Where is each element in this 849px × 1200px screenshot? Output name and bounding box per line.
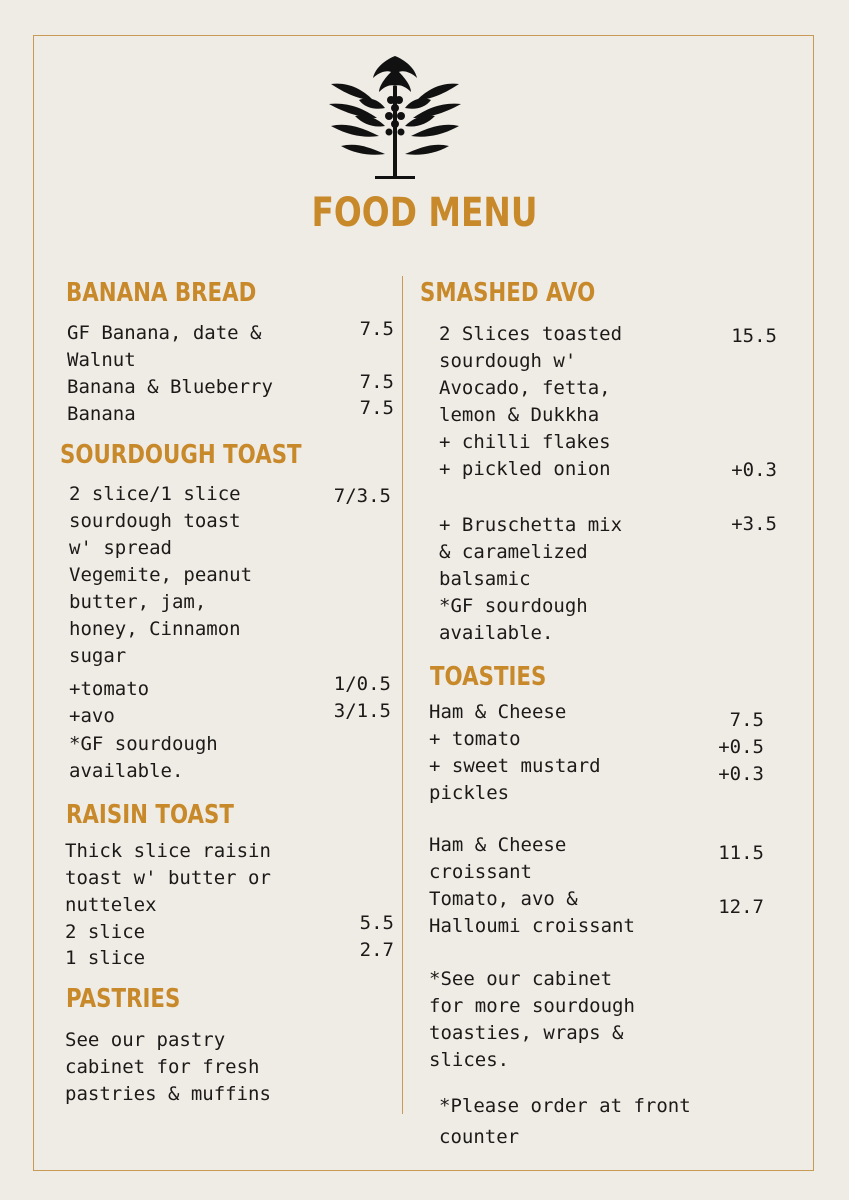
raisin-toast-heading: RAISIN TOAST [66,800,234,830]
sourdough-tomato-price: 1/0.5 [333,673,391,695]
banana-bread-item2: Banana & Blueberry [67,376,273,398]
column-divider [402,276,403,1114]
raisin-two-slice-price: 5.5 [359,912,394,934]
smashed-avo-price: 15.5 [731,325,777,347]
bruschetta-price: +3.5 [731,513,777,535]
smashed-avo-desc: 2 Slices toasted sourdough w' Avocado, fetta, lemon & Dukkha + chilli flakes + pickled onion [439,323,623,480]
sourdough-avo-price: 3/1.5 [333,700,391,722]
banana-bread-item2-price: 7.5 [359,371,394,393]
menu-title: FOOD MENU [311,190,538,236]
croissant-desc: Ham & Cheese croissant Tomato, avo & Halloumi croissant [429,834,635,937]
tree-logo [329,56,461,180]
sourdough-toast-price: 7/3.5 [333,485,391,507]
banana-bread-item3-price: 7.5 [359,397,394,419]
cabinet-note: *See our cabinet for more sourdough toasties, wraps & slices. [429,968,635,1071]
pickled-onion-price: +0.3 [731,459,777,481]
toasties-desc: Ham & Cheese + tomato + sweet mustard pickles [429,701,601,804]
sourdough-toast-heading: SOURDOUGH TOAST [60,440,302,470]
raisin-one-slice-price: 2.7 [359,939,394,961]
smashed-avo-heading: SMASHED AVO [420,278,596,308]
toasties-heading: TOASTIES [430,662,547,692]
banana-bread-heading: BANANA BREAD [66,278,257,308]
sourdough-avo-addon: +avo [69,705,115,727]
banana-bread-item1-line1: GF Banana, date & [67,322,262,344]
raisin-toast-desc: Thick slice raisin toast w' butter or nuttelex [65,840,271,916]
croissant-price-2: 12.7 [718,896,764,918]
sourdough-gf-note: *GF sourdough available. [69,733,218,782]
croissant-price-1: 11.5 [718,842,764,864]
banana-bread-item1-line2: Walnut [67,349,136,371]
pastries-desc: See our pastry cabinet for fresh pastries & muffins [65,1029,271,1105]
banana-bread-item3: Banana [67,403,136,425]
toasties-price-2: +0.5 [718,736,764,758]
toasties-price-3: +0.3 [718,763,764,785]
raisin-two-slice: 2 slice [65,921,146,943]
toasties-price-1: 7.5 [729,709,764,731]
bruschetta-addon: + Bruschetta mix & caramelized balsamic *GF sourdough available. [439,514,623,644]
raisin-one-slice: 1 slice [65,947,146,969]
sourdough-toast-desc: 2 slice/1 slice sourdough toast w' spread Vegemite, peanut butter, jam, honey, Cinnamon sugar [69,483,253,667]
sourdough-tomato-addon: +tomato [69,678,150,700]
pastries-heading: PASTRIES [66,984,181,1014]
order-note: *Please order at front counter [439,1095,691,1148]
banana-bread-item1-price: 7.5 [359,318,394,340]
